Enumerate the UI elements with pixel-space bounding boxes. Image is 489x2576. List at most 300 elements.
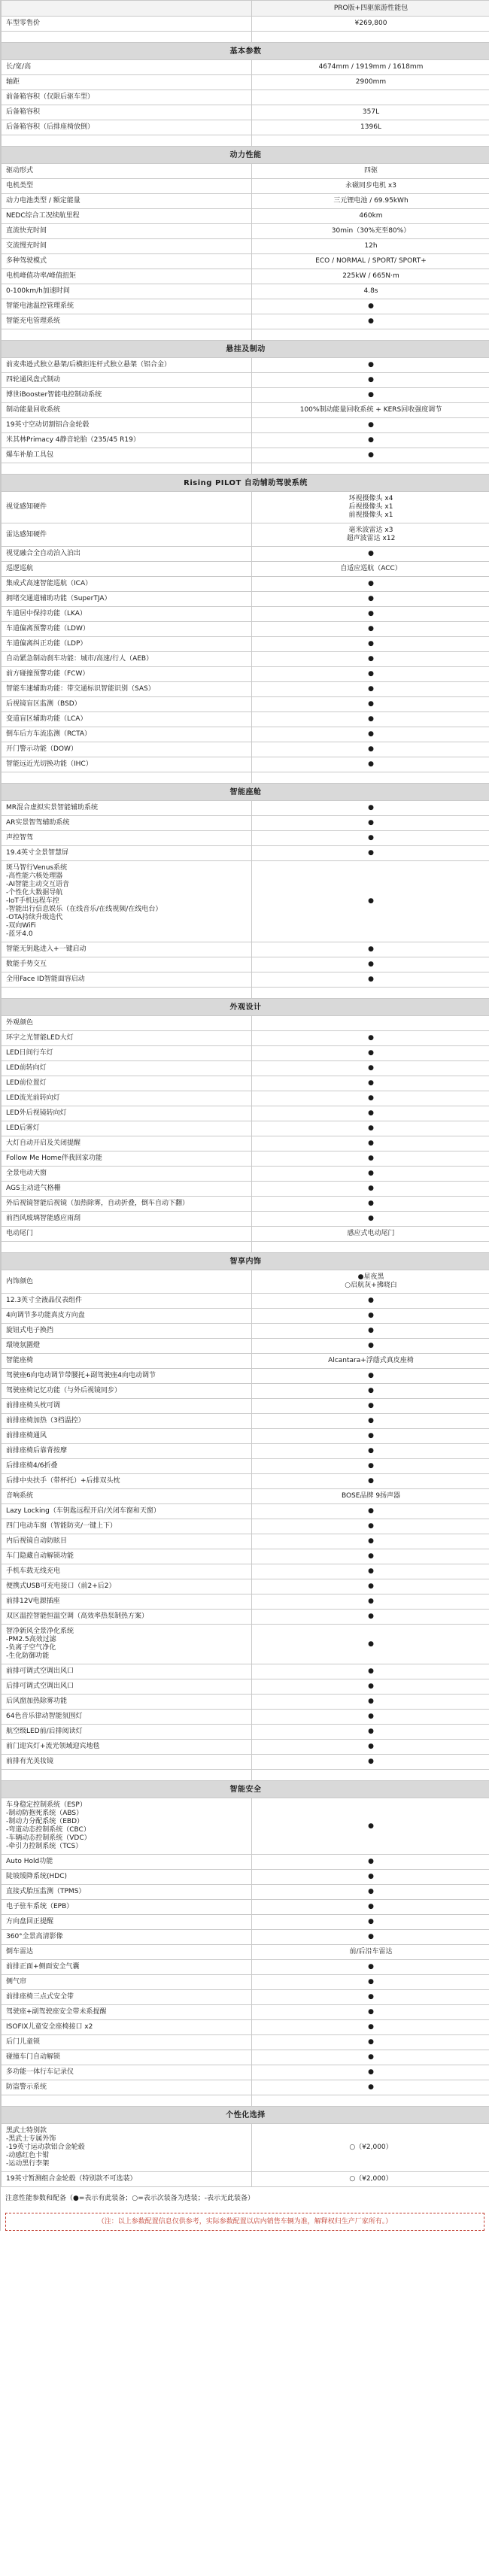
spec-value: ● (252, 2035, 489, 2050)
header-row (2, 1, 489, 17)
spec-row (2, 1474, 489, 1489)
spec-row (2, 846, 489, 861)
spec-value: ● (252, 1695, 489, 1710)
spec-value: ● (252, 1091, 489, 1106)
spec-label: 后门儿童锁 (2, 2035, 252, 2050)
spec-value: ● (252, 1031, 489, 1046)
spec-label: 19.4英寸全景智慧屏 (2, 846, 252, 861)
spec-label: 直接式胎压监测（TPMS） (2, 1885, 252, 1900)
spec-row (2, 831, 489, 846)
spec-label: 防盗警示系统 (2, 2080, 252, 2095)
spec-row (2, 1151, 489, 1167)
spec-label: 声控智驾 (2, 831, 252, 846)
spec-value: ● (252, 592, 489, 607)
spec-row (2, 179, 489, 194)
spec-value: 2900mm (252, 75, 489, 90)
spec-row (2, 194, 489, 209)
section-spacer (2, 1770, 489, 1781)
spec-row (2, 2020, 489, 2035)
spec-table (1, 0, 489, 2187)
spec-value: ● (252, 682, 489, 697)
spec-row (2, 861, 489, 942)
spec-row (2, 492, 489, 523)
spec-value: ● (252, 757, 489, 772)
spec-row (2, 1167, 489, 1182)
spec-label: 交流慢充时间 (2, 239, 252, 254)
spec-label: 后备箱容积（后排座椅放倒） (2, 120, 252, 135)
spec-value: 环视摄像头 x4 后视摄像头 x1 前视摄像头 x1 (252, 492, 489, 523)
section-spacer (2, 772, 489, 784)
spec-label: 19英寸空动切割铝合金轮毂 (2, 418, 252, 433)
spec-value: ● (252, 1885, 489, 1900)
spec-row (2, 1740, 489, 1755)
spec-label: 长/宽/高 (2, 60, 252, 75)
spec-label: 电机峰值功率/峰值扭矩 (2, 269, 252, 284)
spec-label: 车道偏离预警功能（LDW） (2, 622, 252, 637)
spec-label: 前排正面+侧面安全气囊 (2, 1960, 252, 1975)
spec-row (2, 592, 489, 607)
section-header (2, 475, 489, 492)
spec-value: 460km (252, 209, 489, 224)
spec-value: ● (252, 1504, 489, 1519)
spec-value: ● (252, 433, 489, 448)
spec-value: ● (252, 1579, 489, 1594)
spec-row (2, 209, 489, 224)
spec-value: ● (252, 942, 489, 957)
spec-row (2, 1182, 489, 1197)
spec-row (2, 1549, 489, 1564)
spec-row (2, 1725, 489, 1740)
spec-label: 自动紧急制动刹车功能：城市/高速/行人（AEB） (2, 652, 252, 667)
spec-row (2, 816, 489, 831)
spec-row (2, 1031, 489, 1046)
spec-value: ● (252, 1076, 489, 1091)
spec-value: ● (252, 1212, 489, 1227)
spec-label: 爆车补胎工具包 (2, 448, 252, 463)
spec-label: 电动尾门 (2, 1227, 252, 1242)
spec-row (2, 577, 489, 592)
spec-row (2, 1212, 489, 1227)
spec-label: 12.3英寸全液晶仪表组件 (2, 1294, 252, 1309)
spec-row (2, 652, 489, 667)
section-spacer (2, 32, 489, 43)
spec-label: 开门警示功能（DOW） (2, 742, 252, 757)
section-title: 外观设计 (2, 999, 489, 1016)
spec-value: ● (252, 1798, 489, 1855)
spec-value: 永磁同步电机 x3 (252, 179, 489, 194)
spec-value: ● (252, 1309, 489, 1324)
spec-row (2, 299, 489, 314)
spec-value: Alcantara+浮蔭式真皮座椅 (252, 1354, 489, 1369)
spec-row (2, 1354, 489, 1369)
spec-label: MR混合虚拟实景智能辅助系统 (2, 801, 252, 816)
section-spacer (2, 988, 489, 999)
spacer-cell (252, 772, 489, 784)
spec-label: LED后雾灯 (2, 1121, 252, 1136)
spec-value: ● (252, 373, 489, 388)
spec-row (2, 682, 489, 697)
spec-label: 视觉融合全自动泊入泊出 (2, 547, 252, 562)
spec-value: ● (252, 846, 489, 861)
spacer-cell (252, 988, 489, 999)
section-header (2, 999, 489, 1016)
spec-label: 米其林Primacy 4静音轮胎（235/45 R19） (2, 433, 252, 448)
spec-row (2, 1227, 489, 1242)
section-header (2, 1253, 489, 1270)
spec-value: 100%制动能量回收系统 + KERS回收强度调节 (252, 403, 489, 418)
spec-label: 4向调节多功能真皮方向盘 (2, 1309, 252, 1324)
spec-row (2, 2124, 489, 2172)
spec-value: ● (252, 2080, 489, 2095)
spec-label: 手机车载无线充电 (2, 1564, 252, 1579)
spacer-cell (252, 329, 489, 341)
spec-value: ● (252, 831, 489, 846)
spec-label: 全景电动天窗 (2, 1167, 252, 1182)
spec-row (2, 1900, 489, 1915)
spec-label: 前排座椅后靠背按摩 (2, 1444, 252, 1459)
spacer-cell (2, 2095, 252, 2107)
spec-label: 内饰颜色 (2, 1270, 252, 1294)
spec-label: 制动能量回收系统 (2, 403, 252, 418)
spec-row (2, 2080, 489, 2095)
spec-value: ● (252, 652, 489, 667)
spec-row (2, 269, 489, 284)
spec-label: 多种驾驶模式 (2, 254, 252, 269)
spec-row (2, 105, 489, 120)
spec-value: 4.8s (252, 284, 489, 299)
disclaimer-note: （注：以上参数配置信息仅供参考，实际参数配置以店内销售车辆为准，解释权归生产厂家所有。） (5, 2213, 484, 2231)
section-header (2, 2107, 489, 2124)
spec-label: 驾驶座6向电动调节带腰托+副驾驶座4向电动调节 (2, 1369, 252, 1384)
spec-label: 后排可调式空调出风口 (2, 1679, 252, 1695)
spec-row (2, 712, 489, 727)
spacer-cell (2, 32, 252, 43)
spec-row (2, 373, 489, 388)
spec-value: ● (252, 1564, 489, 1579)
spacer-cell (2, 1770, 252, 1781)
spec-value: 1396L (252, 120, 489, 135)
spec-row (2, 418, 489, 433)
spec-value: ● (252, 1399, 489, 1414)
spec-row (2, 1197, 489, 1212)
spec-label: 车道偏离纠正功能（LDP） (2, 637, 252, 652)
spec-value: 前/后沿车雷达 (252, 1945, 489, 1960)
spec-label: 倒车后方车流监测（RCTA） (2, 727, 252, 742)
spec-row (2, 1534, 489, 1549)
price-row (2, 17, 489, 32)
spec-row (2, 1915, 489, 1930)
spec-label: Follow Me Home伴我回家功能 (2, 1151, 252, 1167)
spec-value: ● (252, 861, 489, 942)
spec-value: 感应式电动尾门 (252, 1227, 489, 1242)
spec-label: 动力电池类型 / 额定能量 (2, 194, 252, 209)
spec-row (2, 942, 489, 957)
spec-label: 陡坡缓降系统(HDC) (2, 1870, 252, 1885)
section-title: 基本参数 (2, 43, 489, 60)
spec-label: 多功能一体行车记录仪 (2, 2065, 252, 2080)
spec-label: 碰撞车门自动解锁 (2, 2050, 252, 2065)
spec-row (2, 448, 489, 463)
spec-label: 后排座椅4/6折叠 (2, 1459, 252, 1474)
spec-value: ● (252, 299, 489, 314)
spec-label: LED前位置灯 (2, 1076, 252, 1091)
spec-value: ● (252, 1930, 489, 1945)
spec-row (2, 1399, 489, 1414)
spec-row (2, 1369, 489, 1384)
section-title: 智能安全 (2, 1781, 489, 1798)
spec-row (2, 667, 489, 682)
section-title: Rising PILOT 自动辅助驾驶系统 (2, 475, 489, 492)
spec-row (2, 1930, 489, 1945)
spec-label: Lazy Locking（车钥匙远程开启/关闭车窗和天窗） (2, 1504, 252, 1519)
spec-value (252, 1016, 489, 1031)
spec-label: 后排中央扶手（带杯托）+后排双头枕 (2, 1474, 252, 1489)
spec-row (2, 2035, 489, 2050)
spec-label: 驾驶座+副驾驶座安全带未系提醒 (2, 2005, 252, 2020)
spec-value: ● (252, 1136, 489, 1151)
spec-row (2, 1091, 489, 1106)
section-header (2, 1781, 489, 1798)
spec-label: 变道盲区辅助功能（LCA） (2, 712, 252, 727)
spec-label: 前备箱容积（仅限后驱车型） (2, 90, 252, 105)
spec-label: 雷达感知硬件 (2, 523, 252, 547)
spec-label: 64色音乐律动智能氛围灯 (2, 1710, 252, 1725)
spec-row (2, 1885, 489, 1900)
spacer-cell (252, 2095, 489, 2107)
spec-value: ● (252, 448, 489, 463)
spec-row (2, 433, 489, 448)
price-label: 车型零售价 (2, 17, 252, 32)
spec-value: ● (252, 1324, 489, 1339)
spacer-cell (2, 463, 252, 475)
spec-value: ● (252, 697, 489, 712)
spec-row (2, 60, 489, 75)
spacer-cell (252, 135, 489, 147)
spacer-cell (252, 32, 489, 43)
model-name: PRO版+四驱旅游性能包 (252, 1, 489, 17)
spec-value: ● (252, 1755, 489, 1770)
spec-row (2, 637, 489, 652)
spacer-cell (252, 1770, 489, 1781)
spec-row (2, 1870, 489, 1885)
spec-row (2, 697, 489, 712)
section-header (2, 43, 489, 60)
spec-value: ● (252, 1664, 489, 1679)
spec-value: ● (252, 1167, 489, 1182)
spec-row (2, 254, 489, 269)
price-value: ¥269,800 (252, 17, 489, 32)
spec-row (2, 239, 489, 254)
spec-row (2, 1046, 489, 1061)
spec-label: 电机类型 (2, 179, 252, 194)
spec-label: 前排座椅头枕可调 (2, 1399, 252, 1414)
spec-value: 四驱 (252, 164, 489, 179)
spec-row (2, 284, 489, 299)
spec-label: 360°全景高清影像 (2, 1930, 252, 1945)
spec-value: 357L (252, 105, 489, 120)
spec-row (2, 1504, 489, 1519)
spec-row (2, 607, 489, 622)
spec-label: Auto Hold功能 (2, 1855, 252, 1870)
spec-row (2, 1459, 489, 1474)
spec-row (2, 164, 489, 179)
spec-row (2, 622, 489, 637)
spec-label: 前排座椅加热（3档温控） (2, 1414, 252, 1429)
spec-label: 后视镜盲区监测（BSD） (2, 697, 252, 712)
spec-row (2, 1990, 489, 2005)
spec-label: 智净新风全景净化系统 -PM2.5高效过滤 -负离子空气净化 -生化防御功能 (2, 1625, 252, 1664)
spec-value: ● (252, 727, 489, 742)
spec-row (2, 1798, 489, 1855)
spacer-cell (252, 1242, 489, 1253)
spec-value: ● (252, 972, 489, 988)
spec-value: 225kW / 665N·m (252, 269, 489, 284)
spec-value: ● (252, 1106, 489, 1121)
spec-row (2, 1106, 489, 1121)
spec-row (2, 547, 489, 562)
spec-label: 四轮通风盘式制动 (2, 373, 252, 388)
spec-value: ● (252, 816, 489, 831)
spec-row (2, 1625, 489, 1664)
spec-label: 航空级LED前/后排阅读灯 (2, 1725, 252, 1740)
spec-value: 12h (252, 239, 489, 254)
spec-value: ●星夜黑 ○启航灰+拂晓白 (252, 1270, 489, 1294)
spec-value: ● (252, 1197, 489, 1212)
spec-row (2, 1695, 489, 1710)
spec-label: 双区温控智能恒温空调（高效率热泵制热方案） (2, 1610, 252, 1625)
spec-row (2, 1564, 489, 1579)
spec-label: 斑马智行Venus系统 -高性能六核处理器 -AI智能主动交互语音 -个性化大数据导航 -IoT手机远程车控 -智能出行信息娱乐（在线音乐/在线视频/在线电台） -OTA持续升级迭代 -双向WiFi -蓝牙4.0 (2, 861, 252, 942)
spec-label: 后备箱容积 (2, 105, 252, 120)
spacer-cell (2, 988, 252, 999)
spec-value: ● (252, 1900, 489, 1915)
spec-row (2, 1519, 489, 1534)
spec-label: 黑武士特别款 -黑武士专属外饰 -19英寸运动款铝合金轮毂 -动感红色卡钳 -运动黑行李架 (2, 2124, 252, 2172)
spec-row (2, 1975, 489, 1990)
spec-label: 内后视镜自动防眩目 (2, 1534, 252, 1549)
section-header (2, 784, 489, 801)
spec-label: ISOFIX儿童安全座椅接口 x2 (2, 2020, 252, 2035)
spec-label: 驱动形式 (2, 164, 252, 179)
spec-label: 大灯自动开启及关闭提醒 (2, 1136, 252, 1151)
section-spacer (2, 1242, 489, 1253)
spec-value: ● (252, 1549, 489, 1564)
spec-value: ● (252, 1710, 489, 1725)
spec-row (2, 2065, 489, 2080)
spec-value: 毫米波雷达 x3 超声波雷达 x12 (252, 523, 489, 547)
spec-row (2, 2172, 489, 2187)
spec-row (2, 757, 489, 772)
section-header (2, 341, 489, 358)
spec-label: 19英寸暂测组合金轮毂（特别款不可选装） (2, 2172, 252, 2187)
spec-row (2, 1444, 489, 1459)
spec-value: ● (252, 1740, 489, 1755)
spec-value: ● (252, 1725, 489, 1740)
spec-value: ○（¥2,000） (252, 2124, 489, 2172)
spec-row (2, 523, 489, 547)
spec-row (2, 90, 489, 105)
spec-label: 智能充电管理系统 (2, 314, 252, 329)
spec-value: ● (252, 1474, 489, 1489)
spec-label: 博世iBooster智能电控制动系统 (2, 388, 252, 403)
spec-row (2, 1136, 489, 1151)
spec-value: ● (252, 1915, 489, 1930)
spec-row (2, 1594, 489, 1610)
spec-label: 车门隐藏自动解锁功能 (2, 1549, 252, 1564)
spec-label: 外后视镜智能后视镜（加热除雾，自动折叠，倒车自动下翻） (2, 1197, 252, 1212)
spec-row (2, 1339, 489, 1354)
spec-value: ● (252, 1294, 489, 1309)
spec-label: LED流光前转向灯 (2, 1091, 252, 1106)
spec-row (2, 1121, 489, 1136)
spec-value: ● (252, 388, 489, 403)
spec-label: 便携式USB可充电接口（前2+后2） (2, 1579, 252, 1594)
spec-value: ● (252, 2020, 489, 2035)
section-header (2, 147, 489, 164)
spec-value: ● (252, 1519, 489, 1534)
spec-row (2, 742, 489, 757)
spec-label: 智能电池温控管理系统 (2, 299, 252, 314)
spec-label: 智能远近光切换功能（IHC） (2, 757, 252, 772)
spec-label: 音响系统 (2, 1489, 252, 1504)
spec-value: ● (252, 801, 489, 816)
spec-label: 前排可调式空调出风口 (2, 1664, 252, 1679)
spec-row (2, 120, 489, 135)
spec-value: ● (252, 712, 489, 727)
section-title: 智能座舱 (2, 784, 489, 801)
spec-value: ● (252, 1459, 489, 1474)
spec-row (2, 1429, 489, 1444)
spec-value: ● (252, 1855, 489, 1870)
spec-value: 三元锂电池 / 69.95kWh (252, 194, 489, 209)
spec-value: ● (252, 1610, 489, 1625)
spec-value: 4674mm / 1919mm / 1618mm (252, 60, 489, 75)
spec-label: 方向盘回正提醒 (2, 1915, 252, 1930)
spec-label: 全用Face ID智能面容启动 (2, 972, 252, 988)
spec-value: ● (252, 1444, 489, 1459)
spec-label: 前排座椅三点式安全带 (2, 1990, 252, 2005)
spec-label: 环宇之光智能LED大灯 (2, 1031, 252, 1046)
spec-value: ● (252, 1384, 489, 1399)
spec-label: 车道居中保持功能（LKA） (2, 607, 252, 622)
spec-value: ● (252, 1679, 489, 1695)
spec-row (2, 1061, 489, 1076)
spec-value: ● (252, 607, 489, 622)
spec-value: ● (252, 1046, 489, 1061)
spec-label: 前挡风玻璃智能感应雨刮 (2, 1212, 252, 1227)
spec-row (2, 224, 489, 239)
spec-row (2, 2005, 489, 2020)
spec-label: LED前转向灯 (2, 1061, 252, 1076)
spec-label: LED外后视镜转向灯 (2, 1106, 252, 1121)
spec-label: 智能车速辅助功能：带交通标识智能识别（SAS） (2, 682, 252, 697)
section-title: 智享内饰 (2, 1253, 489, 1270)
spec-value: ● (252, 547, 489, 562)
spec-value: ● (252, 1414, 489, 1429)
spec-row (2, 1579, 489, 1594)
spec-row (2, 314, 489, 329)
spacer-cell (2, 329, 252, 341)
spec-value: ● (252, 1594, 489, 1610)
spec-label: 直流快充时间 (2, 224, 252, 239)
spec-value: ● (252, 1975, 489, 1990)
spec-value: ● (252, 637, 489, 652)
spec-value: ● (252, 314, 489, 329)
spec-label: AGS主动进气格栅 (2, 1182, 252, 1197)
spec-label: 视觉感知硬件 (2, 492, 252, 523)
spec-value: ○（¥2,000） (252, 2172, 489, 2187)
spec-table-body (2, 1, 489, 2187)
